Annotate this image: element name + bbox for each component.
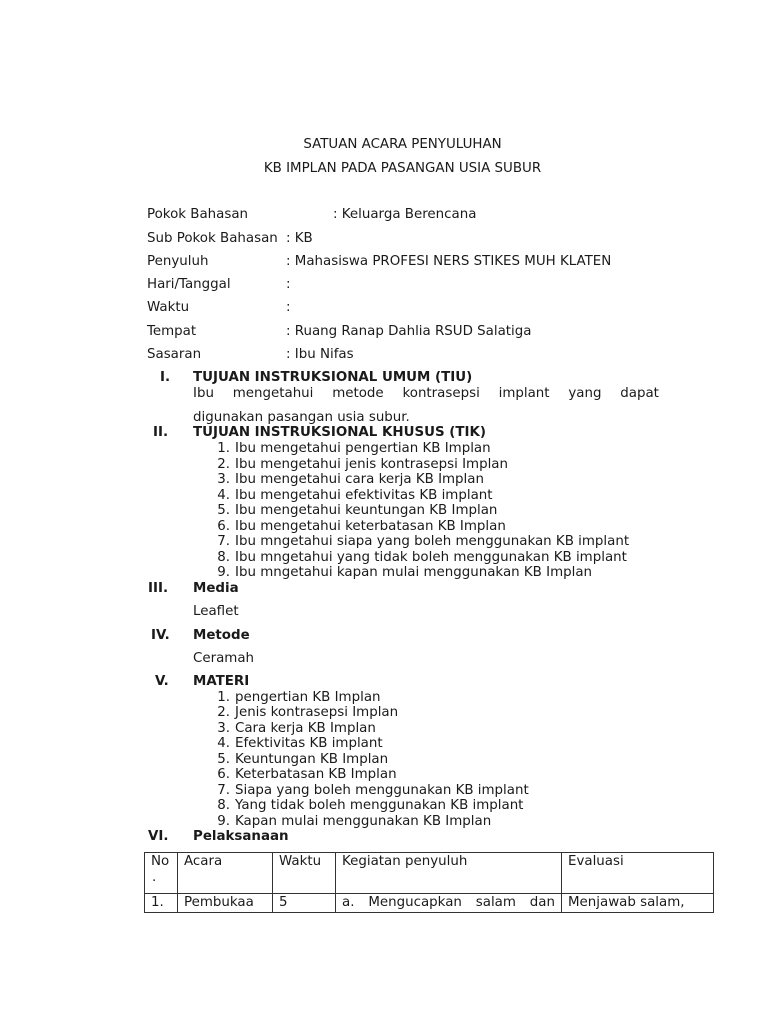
info-label-sub-pokok-bahasan: Sub Pokok Bahasan [147, 231, 278, 246]
header-cell-evaluasi: Evaluasi [562, 853, 714, 894]
header-cell-no: No . [145, 853, 178, 894]
info-value-pokok-bahasan: : Keluarga Berencana [333, 207, 477, 222]
document-subtitle: KB IMPLAN PADA PASANGAN USIA SUBUR [263, 161, 542, 176]
section-body-tiu-line2: digunakan pasangan usia subur. [193, 410, 410, 425]
section-number-3: III. [148, 581, 169, 596]
header-cell-kegiatan: Kegiatan penyuluh [336, 853, 562, 894]
section-title-materi: MATERI [193, 674, 250, 689]
section-body-tiu-line1: Ibu mengetahui metode kontrasepsi implant yang dapat [193, 386, 659, 401]
info-value-hari-tanggal: : [286, 277, 291, 292]
document-title: SATUAN ACARA PENYULUHAN [303, 137, 502, 152]
section-body-metode: Ceramah [193, 651, 255, 666]
cell-evaluasi: Menjawab salam, [562, 894, 714, 913]
info-value-tempat: : Ruang Ranap Dahlia RSUD Salatiga [286, 324, 532, 339]
section-title-metode: Metode [193, 628, 250, 643]
section-number-1: I. [160, 370, 171, 385]
section-body-media: Leaflet [193, 604, 239, 619]
cell-waktu: 5 [273, 894, 336, 913]
info-label-waktu: Waktu [147, 300, 190, 315]
info-label-pokok-bahasan: Pokok Bahasan [147, 207, 249, 222]
section-number-5: V. [155, 674, 169, 689]
section-title-pelaksanaan: Pelaksanaan [193, 829, 289, 844]
info-value-penyuluh: : Mahasiswa PROFESI NERS STIKES MUH KLATEN [286, 254, 612, 269]
pelaksanaan-table [144, 852, 714, 913]
section-number-2: II. [153, 425, 169, 440]
header-cell-acara: Acara [178, 853, 273, 894]
info-label-penyuluh: Penyuluh [147, 254, 209, 269]
section-number-4: IV. [151, 628, 170, 643]
section-title-media: Media [193, 581, 239, 596]
info-value-sub-pokok-bahasan: : KB [286, 231, 313, 246]
cell-kegiatan: a. Mengucapkan salam dan [336, 894, 562, 913]
document-page: SATUAN ACARA PENYULUHAN KB IMPLAN PADA PASANGAN USIA SUBUR Pokok Bahasan : Keluarga Berencana Sub Pokok Bahasan : KB Penyuluh : Mahasiswa PROFESI NERS STIKES MUH KLATEN Hari/Tanggal : Waktu : Tempat : Ruang Ranap Dahlia RSUD Salatiga Sasaran : Ibu Nifas I. TUJUAN INSTRUKSIONAL UMUM (TIU) Ibu mengetahui metode kontrasepsi implant yang dapat digunakan pasangan usia subur. II. TUJUAN INSTRUKSIONAL KHUSUS (TIK) 1. Ibu mengetahui pengertian KB Implan 2. Ibu mengetahui jenis kontrasepsi Implan 3. Ibu mengetahui cara kerja KB Implan 4. Ibu mengetahui efektivitas KB implant 5. Ibu mengetahui keuntungan KB Implan 6. Ibu mengetahui keterbatasan KB Implan 7. Ibu mngetahui siapa yang boleh menggunakan KB implant 8. Ibu mngetahui yang tidak boleh menggunakan KB implant 9. Ibu mngetahui kapan mulai menggunakan KB Implan III. Media Leaflet IV. Metode Ceramah V. MATERI 1. pengertian KB Implan 2. Jenis kontrasepsi Implan 3. Cara kerja KB Implan 4. Efektivitas KB implant 5. Keuntungan KB Implan 6. Keterbatasan KB Implan 7. Siapa yang boleh menggunakan KB implant 8. Yang tidak boleh menggunakan KB implant 9. Kapan mulai menggunakan KB Implan VI. Pelaksanaan No . Acara Waktu Kegiatan penyuluh Evaluasi 1. Pembukaa 5 a. Mengucapkan salam dan Menjawab salam, [0, 0, 768, 1024]
cell-acara: Pembukaa [178, 894, 273, 913]
table-row [145, 894, 714, 913]
cell-no: 1. [145, 894, 178, 913]
info-value-waktu: : [286, 300, 291, 315]
info-value-sasaran: : Ibu Nifas [286, 347, 354, 362]
info-label-sasaran: Sasaran [147, 347, 202, 362]
header-cell-waktu: Waktu [273, 853, 336, 894]
section-number-6: VI. [148, 829, 169, 844]
table-header-row [145, 853, 714, 894]
section-title-tik: TUJUAN INSTRUKSIONAL KHUSUS (TIK) [193, 425, 486, 440]
info-label-tempat: Tempat [147, 324, 197, 339]
section-title-tiu: TUJUAN INSTRUKSIONAL UMUM (TIU) [193, 370, 473, 385]
info-label-hari-tanggal: Hari/Tanggal [147, 277, 231, 292]
